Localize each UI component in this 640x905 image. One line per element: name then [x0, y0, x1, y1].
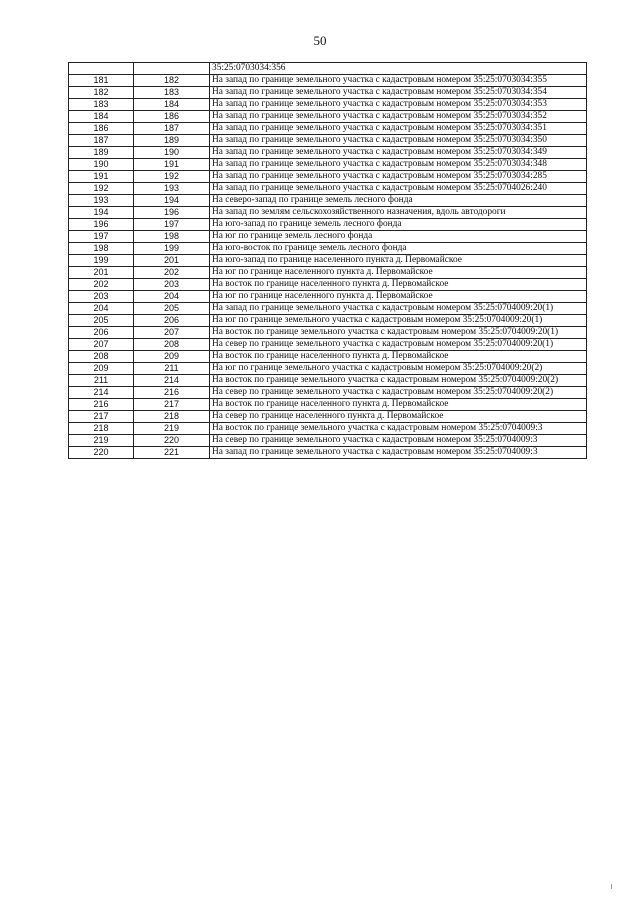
page-number: 50 [313, 33, 327, 48]
to-point-cell: 209 [134, 351, 210, 363]
from-point-cell: 196 [69, 219, 134, 231]
to-point-cell: 192 [134, 171, 210, 183]
from-point-cell [69, 63, 134, 75]
to-point-cell: 203 [134, 279, 210, 291]
to-point-cell: 221 [134, 447, 210, 459]
to-point-cell: 201 [134, 255, 210, 267]
table-row [69, 147, 587, 159]
table-row [69, 303, 587, 315]
boundary-description-cell: На запад по границе земельного участка с кадастровым номером 35:25:0703034:349 [210, 147, 587, 159]
table-row [69, 75, 587, 87]
to-point-cell: 205 [134, 303, 210, 315]
to-point-cell: 196 [134, 207, 210, 219]
boundary-description-cell: На запад по границе земельного участка с кадастровым номером 35:25:0703034:351 [210, 123, 587, 135]
boundary-description-cell: На юго-запад по границе земель лесного фонда [210, 219, 587, 231]
table-row [69, 291, 587, 303]
to-point-cell [134, 63, 210, 75]
table-row [69, 351, 587, 363]
from-point-cell: 191 [69, 171, 134, 183]
from-point-cell: 184 [69, 111, 134, 123]
boundary-description-cell: 35:25:0703034:356 [210, 63, 587, 75]
boundary-description-cell: На запад по границе земельного участка с кадастровым номером 35:25:0703034:350 [210, 135, 587, 147]
to-point-cell: 184 [134, 99, 210, 111]
boundary-description-table [68, 62, 587, 459]
boundary-description-cell: На север по границе населенного пункта д. Первомайское [210, 411, 587, 423]
from-point-cell: 201 [69, 267, 134, 279]
boundary-description-cell: На запад по границе земельного участка с кадастровым номером 35:25:0704009:20(1) [210, 303, 587, 315]
boundary-description-cell: На восток по границе земельного участка с кадастровым номером 35:25:0704009:20(1) [210, 327, 587, 339]
to-point-cell: 206 [134, 315, 210, 327]
table-row [69, 363, 587, 375]
boundary-description-cell: На запад по границе земельного участка с кадастровым номером 35:25:0704026:240 [210, 183, 587, 195]
boundary-description-cell: На север по границе земельного участка с кадастровым номером 35:25:0704009:3 [210, 435, 587, 447]
boundary-description-cell: На север по границе земельного участка с кадастровым номером 35:25:0704009:20(1) [210, 339, 587, 351]
to-point-cell: 216 [134, 387, 210, 399]
from-point-cell: 192 [69, 183, 134, 195]
to-point-cell: 208 [134, 339, 210, 351]
to-point-cell: 183 [134, 87, 210, 99]
boundary-description-cell: На запад по землям сельскохозяйственного назначения, вдоль автодороги [210, 207, 587, 219]
boundary-description-cell: На запад по границе земельного участка с кадастровым номером 35:25:0703034:348 [210, 159, 587, 171]
boundary-description-cell: На восток по границе населенного пункта д. Первомайское [210, 279, 587, 291]
table-row [69, 231, 587, 243]
boundary-description-cell: На запад по границе земельного участка с кадастровым номером 35:25:0703034:353 [210, 99, 587, 111]
from-point-cell: 182 [69, 87, 134, 99]
from-point-cell: 181 [69, 75, 134, 87]
table-row [69, 339, 587, 351]
table-row [69, 375, 587, 387]
table-row [69, 315, 587, 327]
to-point-cell: 194 [134, 195, 210, 207]
from-point-cell: 202 [69, 279, 134, 291]
to-point-cell: 199 [134, 243, 210, 255]
table-row [69, 327, 587, 339]
table-row [69, 279, 587, 291]
table-row [69, 447, 587, 459]
table-row [69, 63, 587, 75]
to-point-cell: 219 [134, 423, 210, 435]
to-point-cell: 198 [134, 231, 210, 243]
table-row [69, 159, 587, 171]
from-point-cell: 198 [69, 243, 134, 255]
boundary-description-cell: На юго-запад по границе населенного пункта д. Первомайское [210, 255, 587, 267]
from-point-cell: 189 [69, 147, 134, 159]
from-point-cell: 190 [69, 159, 134, 171]
boundary-description-cell: На восток по границе населенного пункта д. Первомайское [210, 351, 587, 363]
from-point-cell: 205 [69, 315, 134, 327]
boundary-description-cell: На запад по границе земельного участка с кадастровым номером 35:25:0703034:355 [210, 75, 587, 87]
table-row [69, 99, 587, 111]
from-point-cell: 216 [69, 399, 134, 411]
to-point-cell: 207 [134, 327, 210, 339]
table-row [69, 171, 587, 183]
table-row [69, 123, 587, 135]
to-point-cell: 217 [134, 399, 210, 411]
table-row [69, 243, 587, 255]
boundary-description-cell: На запад по границе земельного участка с кадастровым номером 35:25:0703034:285 [210, 171, 587, 183]
boundary-description-cell: На восток по границе земельного участка с кадастровым номером 35:25:0704009:20(2) [210, 375, 587, 387]
from-point-cell: 206 [69, 327, 134, 339]
table-row [69, 183, 587, 195]
from-point-cell: 186 [69, 123, 134, 135]
to-point-cell: 202 [134, 267, 210, 279]
table-row [69, 87, 587, 99]
table-row [69, 195, 587, 207]
to-point-cell: 204 [134, 291, 210, 303]
from-point-cell: 187 [69, 135, 134, 147]
scan-mark [611, 884, 612, 889]
from-point-cell: 214 [69, 387, 134, 399]
boundary-description-cell: На юг по границе земельного участка с кадастровым номером 35:25:0704009:20(1) [210, 315, 587, 327]
from-point-cell: 207 [69, 339, 134, 351]
boundary-description-cell: На запад по границе земельного участка с кадастровым номером 35:25:0703034:352 [210, 111, 587, 123]
boundary-description-cell: На запад по границе земельного участка с кадастровым номером 35:25:0703034:354 [210, 87, 587, 99]
to-point-cell: 187 [134, 123, 210, 135]
to-point-cell: 189 [134, 135, 210, 147]
from-point-cell: 220 [69, 447, 134, 459]
table-row [69, 435, 587, 447]
to-point-cell: 182 [134, 75, 210, 87]
to-point-cell: 191 [134, 159, 210, 171]
boundary-description-cell: На восток по границе земельного участка с кадастровым номером 35:25:0704009:3 [210, 423, 587, 435]
boundary-description-cell: На север по границе земельного участка с кадастровым номером 35:25:0704009:20(2) [210, 387, 587, 399]
table-row [69, 423, 587, 435]
boundary-description-cell: На северо-запад по границе земель лесного фонда [210, 195, 587, 207]
to-point-cell: 220 [134, 435, 210, 447]
to-point-cell: 190 [134, 147, 210, 159]
table-row [69, 219, 587, 231]
boundary-description-cell: На восток по границе населенного пункта д. Первомайское [210, 399, 587, 411]
table-row [69, 387, 587, 399]
table-row [69, 207, 587, 219]
to-point-cell: 197 [134, 219, 210, 231]
table-row [69, 411, 587, 423]
table-row [69, 267, 587, 279]
from-point-cell: 199 [69, 255, 134, 267]
from-point-cell: 218 [69, 423, 134, 435]
table-row [69, 135, 587, 147]
boundary-description-cell: На юг по границе земельного участка с кадастровым номером 35:25:0704009:20(2) [210, 363, 587, 375]
table-body [69, 63, 587, 459]
from-point-cell: 194 [69, 207, 134, 219]
from-point-cell: 217 [69, 411, 134, 423]
from-point-cell: 197 [69, 231, 134, 243]
boundary-description-cell: На юг по границе населенного пункта д. Первомайское [210, 291, 587, 303]
table-row [69, 111, 587, 123]
boundary-description-cell: На юг по границе населенного пункта д. Первомайское [210, 267, 587, 279]
from-point-cell: 211 [69, 375, 134, 387]
to-point-cell: 211 [134, 363, 210, 375]
from-point-cell: 193 [69, 195, 134, 207]
from-point-cell: 209 [69, 363, 134, 375]
boundary-description-cell: На запад по границе земельного участка с кадастровым номером 35:25:0704009:3 [210, 447, 587, 459]
to-point-cell: 218 [134, 411, 210, 423]
from-point-cell: 219 [69, 435, 134, 447]
to-point-cell: 193 [134, 183, 210, 195]
to-point-cell: 214 [134, 375, 210, 387]
from-point-cell: 203 [69, 291, 134, 303]
table-row [69, 255, 587, 267]
to-point-cell: 186 [134, 111, 210, 123]
from-point-cell: 204 [69, 303, 134, 315]
from-point-cell: 208 [69, 351, 134, 363]
from-point-cell: 183 [69, 99, 134, 111]
boundary-description-cell: На юг по границе земель лесного фонда [210, 231, 587, 243]
table-row [69, 399, 587, 411]
boundary-description-cell: На юго-восток по границе земель лесного фонда [210, 243, 587, 255]
